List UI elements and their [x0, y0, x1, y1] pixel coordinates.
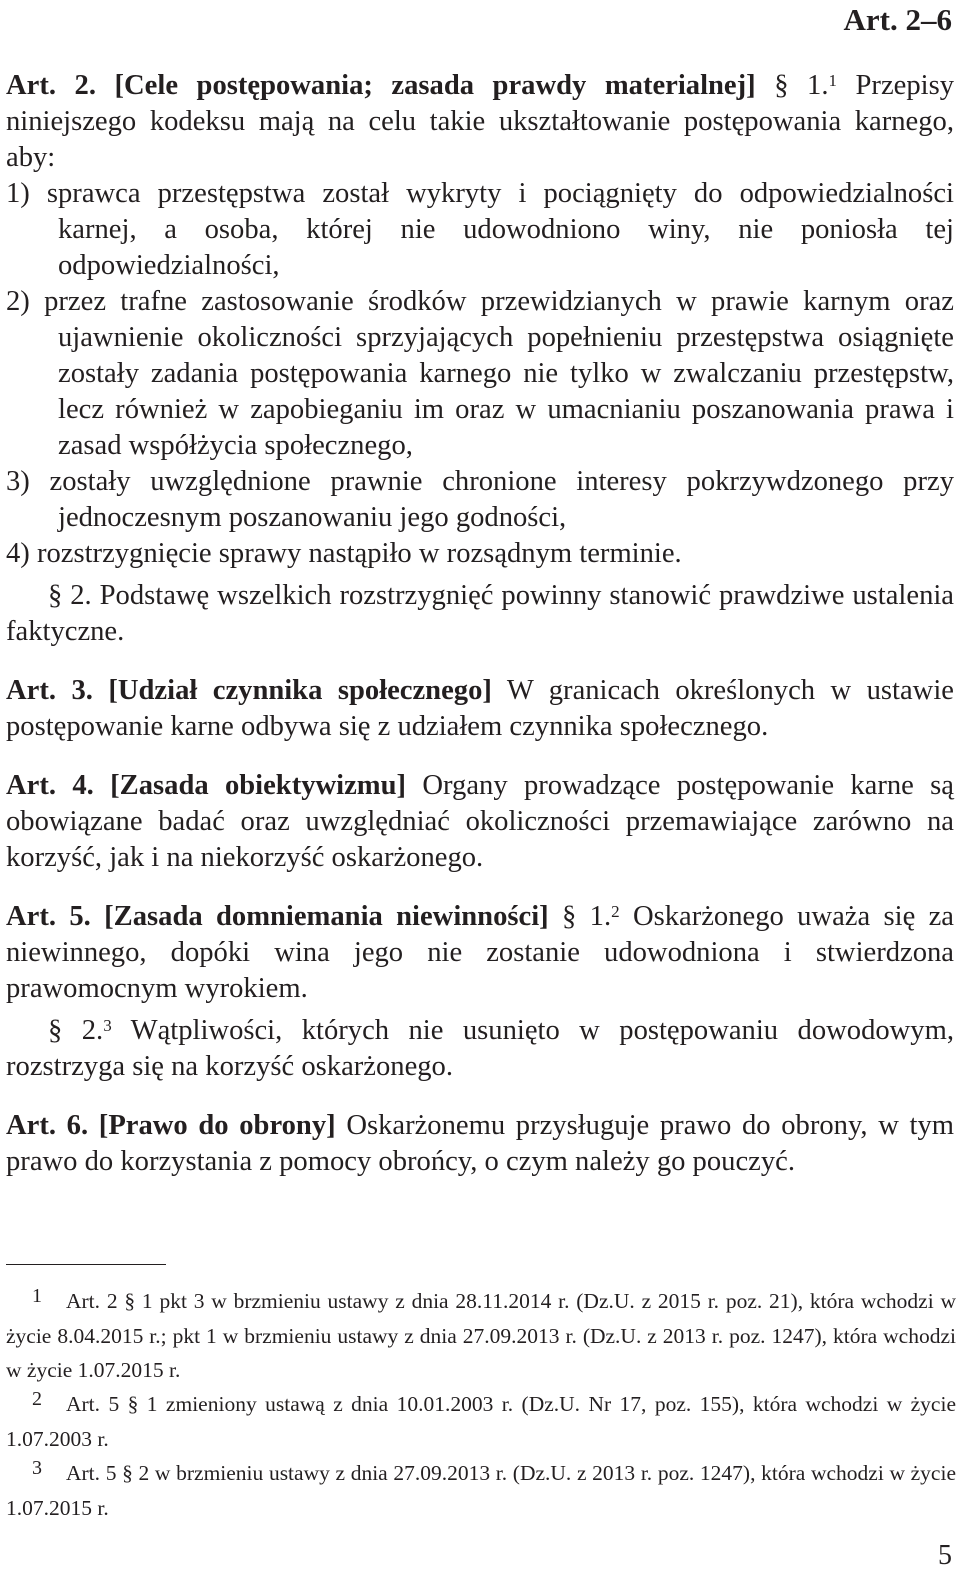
article-title: [Prawo do obrony] [98, 1110, 336, 1141]
article-2-intro [6, 68, 954, 176]
article-title: [Zasada domniemania niewinności] [104, 901, 549, 932]
footnote [6, 1387, 956, 1456]
paragraph-mark: § 1. [562, 901, 612, 932]
footnote [6, 1456, 956, 1525]
footnote-text: Art. 5 § 1 zmieniony ustawą z dnia 10.01.2003 r. (Dz.U. Nr 17, poz. 155), która wchodzi w życie 1.07.2003 r. [6, 1392, 956, 1451]
running-head: Art. 2–6 [843, 2, 952, 37]
article-paragraph [6, 899, 954, 1007]
article-title: [Zasada obiektywizmu] [110, 770, 407, 801]
article-text: Organy prowadzące postępowanie karne są obowiązane badać oraz uwzględniać okoliczności przemawiające zarówno na korzyść, jak i na niekorzyść oskarżonego. [6, 770, 954, 873]
article-text: Wątpliwości, których nie usunięto w postępowaniu dowodowym, rozstrzyga się na korzyść oskarżonego. [6, 1015, 954, 1082]
list-item: 1) sprawca przestępstwa został wykryty i pociągnięty do odpowiedzialności karnej, a osoba, której nie udowodniono winy, nie poniosła tej odpowiedzialności, [6, 178, 954, 281]
paragraph-2: § 2. Podstawę wszelkich rozstrzygnięć powinny stanowić prawdziwe ustalenia faktyczne. [6, 580, 954, 647]
footnote-ref: 2 [611, 902, 620, 922]
article-number: Art. 4. [6, 770, 94, 801]
list-item: 3) zostały uwzględnione prawnie chronione interesy pokrzywdzonego przy jednoczesnym poszanowaniu jego godności, [6, 466, 954, 533]
footnote-ref: 1 [828, 71, 837, 91]
footnote-text: Art. 5 § 2 w brzmieniu ustawy z dnia 27.09.2013 r. (Dz.U. z 2013 r. poz. 1247), która wchodzi w życie 1.07.2015 r. [6, 1461, 956, 1520]
article-5 [6, 899, 954, 1085]
article-text: Przepisy niniejszego kodeksu mają na celu takie ukształtowanie postępowania karnego, aby: [6, 70, 954, 173]
article-3 [6, 673, 954, 745]
article-number: Art. 2. [6, 70, 96, 101]
article-4 [6, 768, 954, 876]
paragraph-mark: § 1. [774, 70, 829, 101]
article-paragraph [6, 1013, 954, 1085]
statute-text [6, 68, 954, 1180]
article-text: Oskarżonego uważa się za niewinnego, dopóki wina jego nie zostanie udowodniona i stwierdzona prawomocnym wyrokiem. [6, 901, 954, 1004]
list-item: 2) przez trafne zastosowanie środków przewidzianych w prawie karnym oraz ujawnienie okoliczności sprzyjających popełnieniu przestępstwa osiągnięte zostały zadania postępowania karnego nie tylko w zwalczaniu przestępstw, lecz również w zapobieganiu im oraz w umacnianiu poszanowania prawa i zasad współżycia społecznego, [6, 286, 954, 461]
footnote-number: 1 [32, 1285, 42, 1307]
paragraph-mark: § 2. [48, 1015, 104, 1046]
footnote-number: 2 [32, 1388, 42, 1410]
page-number: 5 [938, 1540, 952, 1571]
footnote-ref: 3 [103, 1016, 112, 1036]
footnote-number: 3 [32, 1457, 42, 1479]
article-paragraph [6, 1108, 954, 1180]
article-number: Art. 5. [6, 901, 91, 932]
article-paragraph [6, 673, 954, 745]
list-item: 4) rozstrzygnięcie sprawy nastąpiło w rozsądnym terminie. [6, 538, 682, 569]
article-number: Art. 6. [6, 1110, 89, 1141]
footnote [6, 1284, 956, 1387]
article-2 [6, 68, 954, 650]
article-text: W granicach określonych w ustawie postępowanie karne odbywa się z udziałem czynnika społecznego. [6, 675, 954, 742]
footnote-rule [6, 1264, 166, 1265]
article-title: [Cele postępowania; zasada prawdy materialnej] [114, 70, 756, 101]
article-title: [Udział czynnika społecznego] [108, 675, 492, 706]
article-6 [6, 1108, 954, 1180]
article-paragraph [6, 768, 954, 876]
footnotes [6, 1284, 956, 1525]
article-number: Art. 3. [6, 675, 93, 706]
footnote-text: Art. 2 § 1 pkt 3 w brzmieniu ustawy z dnia 28.11.2014 r. (Dz.U. z 2015 r. poz. 21), która wchodzi w życie 8.04.2015 r.; pkt 1 w brzmieniu ustawy z dnia 27.09.2013 r. (Dz.U. z 2013 r. poz. 1247), która wchodzi w życie 1.07.2015 r. [6, 1289, 956, 1382]
article-text: Oskarżonemu przysługuje prawo do obrony, w tym prawo do korzystania z pomocy obrońcy, o czym należy go pouczyć. [6, 1110, 955, 1177]
